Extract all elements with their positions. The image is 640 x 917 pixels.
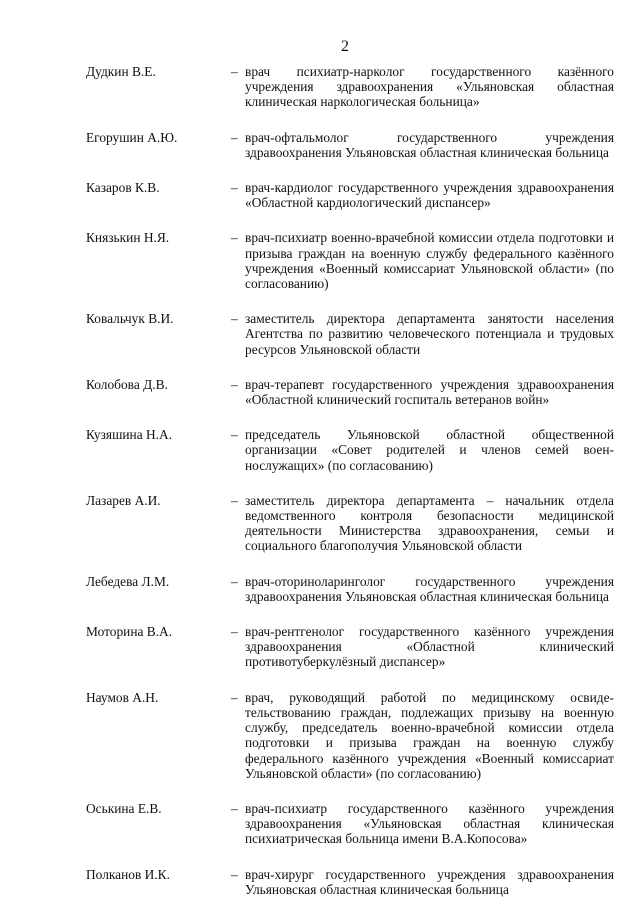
member-entry — [86, 574, 614, 604]
dash-separator: – — [231, 800, 238, 816]
member-position: заместитель директора департамента занятости населения Агентства по развитию человеческого потенциала и трудовых ресурсов Ульяновской области — [245, 311, 614, 357]
member-entry — [86, 690, 614, 781]
member-name: Наумов А.Н. — [86, 689, 159, 705]
dash-separator: – — [231, 64, 238, 79]
member-entry — [86, 64, 614, 110]
member-position: врач-рентгенолог государственного казённого учреждения здравоохранения «Областной клинический противотуберкулёзный диспансер» — [245, 624, 614, 670]
member-name: Лебедева Л.М. — [86, 573, 170, 589]
dash-separator: – — [231, 573, 238, 589]
member-name: Князькин Н.Я. — [86, 230, 170, 246]
dash-separator: – — [231, 311, 238, 327]
member-list — [86, 64, 614, 917]
member-position: врач, руководящий работой по медицинскому освидетельствованию граждан, подлежащих призыву на военную службу, председатель военно-врачебной комиссии отдела подготовки и призыва граждан на военную службу федерального казённого учреждения «Военный комиссариат Ульяновской области» (по согласованию) — [245, 689, 614, 781]
member-entry — [86, 427, 614, 473]
member-entry — [86, 801, 614, 847]
member-position: врач-кардиолог государственного учреждения здравоохранения «Областной кардиологический диспансер» — [245, 180, 614, 211]
member-entry — [86, 130, 614, 160]
member-name: Колобова Д.В. — [86, 376, 168, 392]
member-entry — [86, 493, 614, 554]
member-position: врач-офтальмолог государственного учреждения здравоохранения Ульяновская областная клиническая больница — [245, 129, 614, 160]
member-position: врач-оториноларинголог государственного учреждения здравоохранения Ульяновская областная клиническая больница — [245, 573, 614, 604]
member-position: председатель Ульяновской областной общественной организации «Совет родителей и членов семей военнослужащих» (по согласованию) — [245, 427, 614, 473]
member-entry — [86, 867, 614, 897]
member-entry — [86, 311, 614, 357]
member-position: врач-хирург государственного учреждения здравоохранения Ульяновская областная клиническая больница — [245, 866, 614, 897]
member-position: заместитель директора департамента – начальник отдела ведомственного контроля безопасности медицинской деятельности Министерства здравоохранения, семьи и социального благополучия Ульяновской области — [245, 492, 614, 554]
member-position: врач психиатр-нарколог государственного казённого учреждения здравоохранения «Ульяновская областная клиническая наркологическая больница» — [245, 64, 614, 110]
dash-separator: – — [231, 180, 238, 196]
member-entry — [86, 624, 614, 670]
page-number: 2 — [341, 38, 349, 55]
dash-separator: – — [231, 492, 238, 508]
member-name: Казаров К.В. — [86, 180, 160, 196]
member-entry — [86, 230, 614, 291]
member-position: врач-психиатр военно-врачебной комиссии отдела подготовки и призыва граждан на военную службу федерального казённого учреждения «Военный комиссариат Ульяновской области» (по согласованию) — [245, 230, 614, 292]
dash-separator: – — [231, 129, 238, 145]
member-name: Оськина Е.В. — [86, 800, 162, 816]
member-name: Полканов И.К. — [86, 866, 170, 882]
member-entry — [86, 377, 614, 407]
member-name: Егорушин А.Ю. — [86, 129, 178, 145]
member-entry — [86, 180, 614, 210]
dash-separator: – — [231, 624, 238, 640]
member-name: Ковальчук В.И. — [86, 311, 174, 327]
member-position: врач-психиатр государственного казённого учреждения здравоохранения «Ульяновская областная клиническая психиатрическая больница имени В.А.Копосова» — [245, 800, 614, 847]
member-name: Моторина В.А. — [86, 624, 173, 640]
dash-separator: – — [231, 866, 238, 882]
dash-separator: – — [231, 427, 238, 443]
member-name: Кузяшина Н.А. — [86, 427, 173, 443]
dash-separator: – — [231, 376, 238, 392]
member-name: Дудкин В.Е. — [86, 64, 156, 79]
member-position: врач-терапевт государственного учреждения здравоохранения «Областной клинический госпиталь ветеранов войн» — [245, 376, 614, 408]
member-name: Лазарев А.И. — [86, 492, 161, 508]
dash-separator: – — [231, 689, 238, 705]
dash-separator: – — [231, 230, 238, 246]
